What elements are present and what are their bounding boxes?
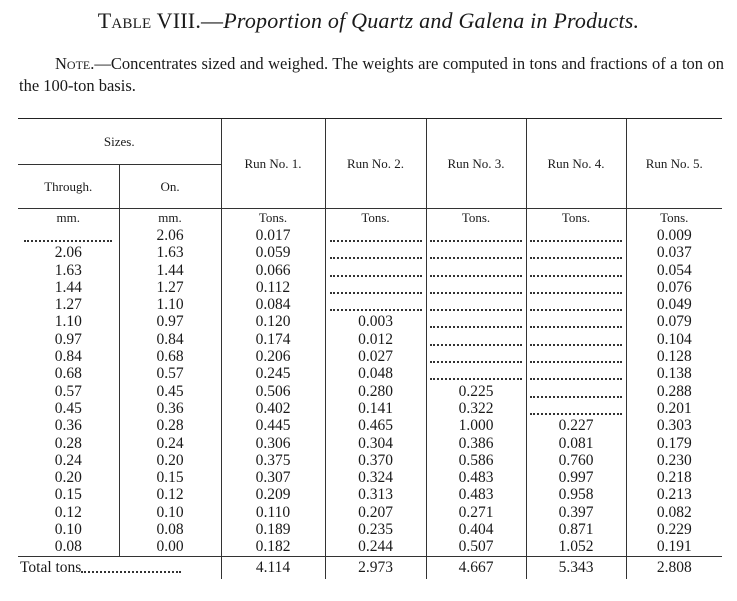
table-cell: 0.209 [221,486,325,503]
table-cell: 1.000 [426,417,526,434]
table-cell: 0.174 [221,331,325,348]
table-cell: 2.06 [119,227,221,244]
leader-dots [330,231,422,242]
empty-leader-cell [526,331,626,348]
table-row [18,469,722,486]
table-cell: 1.10 [54,313,82,331]
table-cell: 0.076 [626,279,722,296]
table-cell: 0.84 [119,331,221,348]
table-cell: 0.112 [221,279,325,296]
table-cell: 0.084 [221,296,325,313]
leader-dots [530,300,622,311]
leader-dots [530,352,622,363]
empty-leader-cell [325,279,426,296]
table-cell: 1.10 [119,296,221,313]
table-cell: 0.28 [119,417,221,434]
empty-leader-cell [325,262,426,279]
table-cell: 0.322 [426,400,526,417]
table-cell: 0.229 [626,521,722,538]
table-row [18,296,722,313]
table-cell: 0.760 [526,452,626,469]
empty-leader-cell [325,296,426,313]
header-run-1: Run No. 1. [221,119,325,209]
table-cell: 0.370 [325,452,426,469]
leader-dots [430,283,522,294]
empty-leader-cell [325,227,426,244]
table-cell: 0.244 [325,538,426,556]
leader-dots [430,231,522,242]
table-cell: 1.44 [119,262,221,279]
table-cell: 0.45 [119,383,221,400]
table-cell: 0.066 [221,262,325,279]
table-cell: 0.15 [119,469,221,486]
unit-cell: Tons. [526,209,626,228]
table-cell: 0.304 [325,435,426,452]
table-cell: 0.386 [426,435,526,452]
table-cell: 0.20 [119,452,221,469]
header-through: Through. [18,165,119,209]
table-cell: 0.303 [626,417,722,434]
table-note [19,53,724,97]
table-cell: 0.24 [54,451,82,469]
table-cell: 0.15 [54,486,82,504]
header-on: On. [119,165,221,209]
table-cell: 0.227 [526,417,626,434]
table-cell: 0.445 [221,417,325,434]
table-cell: 0.404 [426,521,526,538]
table-cell: 0.054 [626,262,722,279]
table-cell: 0.003 [325,313,426,330]
table-cell: 0.324 [325,469,426,486]
leader-dots [530,387,622,398]
table-cell: 0.10 [54,521,82,539]
header-run-5: Run No. 5. [626,119,722,209]
table-cell: 0.288 [626,383,722,400]
table-cell: 0.201 [626,400,722,417]
empty-leader-cell [526,244,626,261]
table-row [18,417,722,434]
table-cell: 0.08 [54,538,82,556]
table-cell: 0.57 [119,365,221,382]
table-cell: 0.027 [325,348,426,365]
table-row [18,262,722,279]
leader-dots [530,283,622,294]
table-cell: 0.206 [221,348,325,365]
table-cell: 0.68 [54,365,82,383]
table-title [0,8,737,34]
table-cell: 0.00 [119,538,221,556]
empty-leader-cell [426,365,526,382]
table-row [18,521,722,538]
table-cell: 0.079 [626,313,722,330]
table-cell: 0.28 [54,434,82,452]
table-row [18,538,722,556]
table-cell: 0.009 [626,227,722,244]
table-cell: 0.179 [626,435,722,452]
units-row [18,209,722,228]
table-caption: Proportion of Quartz and Galena in Products. [223,8,640,33]
unit-cell: Tons. [325,209,426,228]
empty-leader-cell [325,244,426,261]
table-cell: 0.141 [325,400,426,417]
empty-leader-cell [426,262,526,279]
total-run-2: 2.973 [325,556,426,579]
total-run-4: 5.343 [526,556,626,579]
header-run-2: Run No. 2. [325,119,426,209]
table-cell: 0.483 [426,486,526,503]
leader-dots [330,300,422,311]
table-cell: 0.57 [54,382,82,400]
empty-leader-cell [526,348,626,365]
table-cell: 0.104 [626,331,722,348]
table-cell: 0.017 [221,227,325,244]
table-cell: 1.44 [54,278,82,296]
header-run-4: Run No. 4. [526,119,626,209]
header-run-3: Run No. 3. [426,119,526,209]
table-cell: 0.10 [119,504,221,521]
table-cell: 0.280 [325,383,426,400]
table-cell: 0.97 [54,330,82,348]
table-cell: 0.12 [54,503,82,521]
empty-leader-cell [426,313,526,330]
table-row [18,452,722,469]
table-row [18,400,722,417]
leader-dots [530,266,622,277]
table-cell: 0.36 [119,400,221,417]
table-cell: 0.08 [119,521,221,538]
table-cell: 0.049 [626,296,722,313]
table-row [18,383,722,400]
total-run-3: 4.667 [426,556,526,579]
table-cell: 0.230 [626,452,722,469]
totals-label: Total tons [20,558,82,576]
leader-dots [330,266,422,277]
table-cell: 0.24 [119,435,221,452]
table-row [18,244,722,261]
leader-dots [430,266,522,277]
table-row [18,348,722,365]
table-cell: 0.958 [526,486,626,503]
unit-cell: Tons. [221,209,325,228]
table-number: Table VIII. [97,8,202,33]
empty-leader-cell [526,279,626,296]
leader-dots [330,283,422,294]
leader-dots [430,335,522,346]
empty-leader-cell [526,227,626,244]
table-cell: 1.27 [119,279,221,296]
table-cell: 0.138 [626,365,722,382]
empty-leader-cell [426,296,526,313]
table-cell: 0.191 [626,538,722,556]
table-row [18,313,722,330]
leader-dots [430,369,522,380]
table-cell: 0.037 [626,244,722,261]
note-label: Note. [55,54,95,73]
empty-leader-cell [526,313,626,330]
table-cell: 0.059 [221,244,325,261]
table-row [18,486,722,503]
table-cell: 0.120 [221,313,325,330]
table-cell: 0.465 [325,417,426,434]
header-sizes: Sizes. [18,119,221,165]
table-row [18,331,722,348]
table-cell: 2.06 [54,244,82,262]
table-body [18,209,722,557]
empty-leader-cell [526,262,626,279]
table-cell: 0.68 [119,348,221,365]
table-cell: 0.271 [426,504,526,521]
table-cell: 0.20 [54,469,82,487]
unit-cell: Tons. [426,209,526,228]
table-cell: 0.207 [325,504,426,521]
table-cell: 0.507 [426,538,526,556]
leader-dots [530,317,622,328]
table-cell: 0.306 [221,435,325,452]
table-cell: 0.483 [426,469,526,486]
table-cell: 1.27 [54,296,82,314]
leader-dots [530,248,622,259]
table-cell: 0.12 [119,486,221,503]
empty-leader-cell [426,279,526,296]
empty-leader-cell [426,331,526,348]
leader-dots [530,231,622,242]
table-row [18,365,722,382]
leader-dots [530,404,622,415]
table-cell: 0.235 [325,521,426,538]
table-cell: 0.97 [119,313,221,330]
unit-cell: mm. [56,210,80,225]
leader-dots [530,335,622,346]
leader-dots [430,248,522,259]
table-cell: 0.082 [626,504,722,521]
table-cell: 0.189 [221,521,325,538]
leader-dots [81,563,181,573]
unit-cell: mm. [119,209,221,228]
table-cell: 0.218 [626,469,722,486]
table-cell: 0.871 [526,521,626,538]
table-cell: 0.307 [221,469,325,486]
leader-dots [530,369,622,380]
table-cell: 0.313 [325,486,426,503]
table-cell: 0.182 [221,538,325,556]
table-cell: 0.225 [426,383,526,400]
empty-leader-cell [426,227,526,244]
table-cell: 0.397 [526,504,626,521]
table-cell: 1.63 [54,261,82,279]
table-cell: 0.375 [221,452,325,469]
leader-dots [430,300,522,311]
totals-row [18,556,722,579]
leader-dots [330,248,422,259]
empty-leader-cell [426,244,526,261]
title-dash: — [201,8,224,33]
empty-leader-cell [526,383,626,400]
leader-dots [24,231,112,242]
totals-label-cell [18,556,221,579]
empty-leader-cell [526,365,626,382]
table-cell: 0.110 [221,504,325,521]
table-row [18,435,722,452]
table-cell: 0.84 [54,348,82,366]
table-cell: 0.402 [221,400,325,417]
table-cell: 0.128 [626,348,722,365]
leader-dots [430,352,522,363]
empty-leader-cell [18,227,119,244]
total-run-5: 2.808 [626,556,722,579]
table-cell: 0.048 [325,365,426,382]
empty-leader-cell [526,400,626,417]
table-cell: 0.997 [526,469,626,486]
table-cell: 0.213 [626,486,722,503]
table-row [18,279,722,296]
empty-leader-cell [426,348,526,365]
table-cell: 1.052 [526,538,626,556]
leader-dots [430,317,522,328]
table-cell: 0.45 [54,399,82,417]
table-row [18,227,722,244]
table-cell: 0.506 [221,383,325,400]
table-cell: 0.586 [426,452,526,469]
unit-cell: Tons. [626,209,722,228]
note-text: —Concentrates sized and weighed. The weights are computed in tons and fractions of a ton on the 100-ton basis. [19,54,724,95]
products-table [18,118,722,579]
table-cell: 1.63 [119,244,221,261]
empty-leader-cell [526,296,626,313]
table-row [18,504,722,521]
total-run-1: 4.114 [221,556,325,579]
table-cell: 0.245 [221,365,325,382]
table-cell: 0.36 [54,417,82,435]
table-cell: 0.012 [325,331,426,348]
table-cell: 0.081 [526,435,626,452]
